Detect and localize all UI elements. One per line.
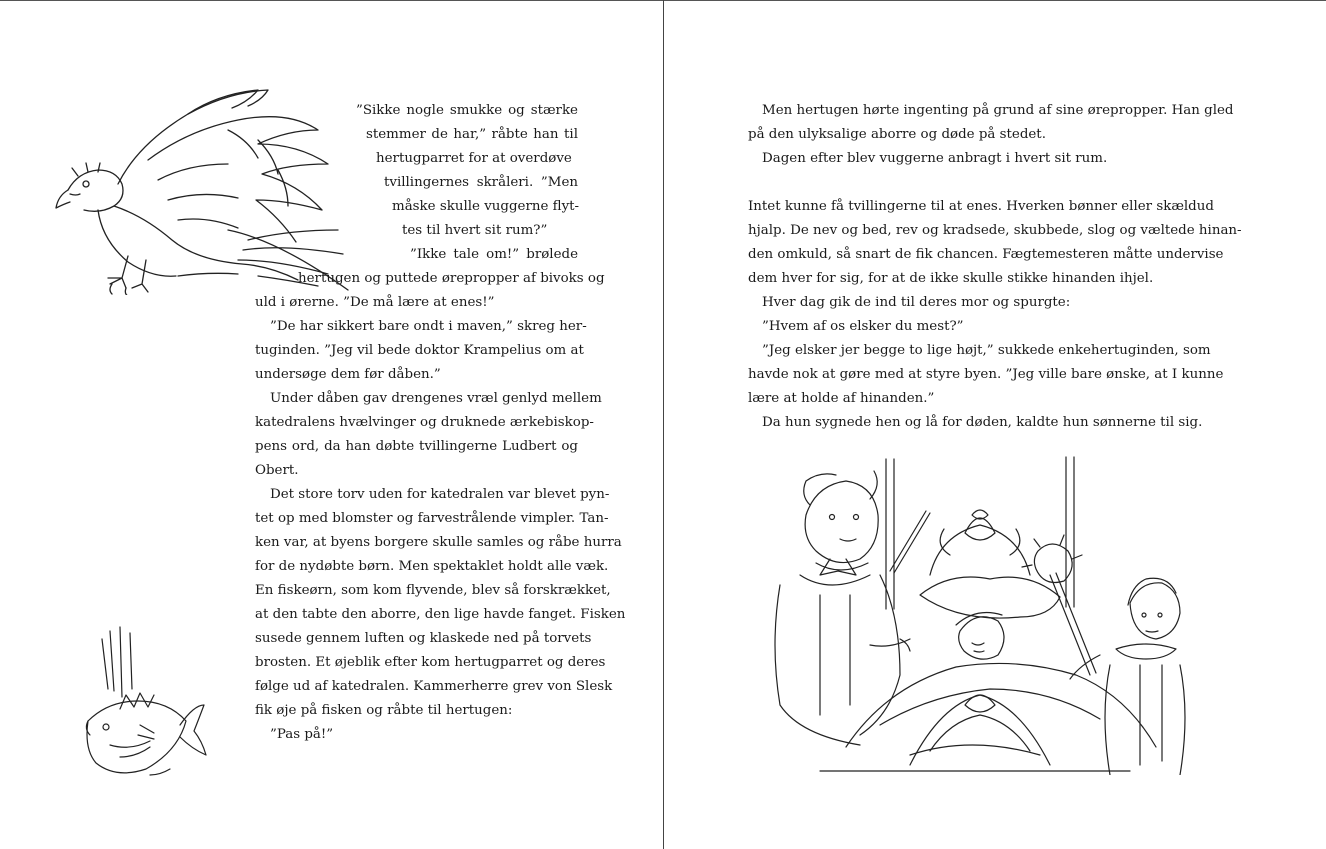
- falling-perch-illustration: [80, 625, 210, 785]
- text-line: hjalp. De nev og bed, rev og kradsede, skubbede, slog og væltede hinan-: [748, 223, 1242, 238]
- text-line: hertugen og puttede ørepropper af bivoks og: [298, 271, 605, 286]
- text-line: pens ord, da han døbte tvillingerne Ludbert og: [255, 439, 578, 454]
- deathbed-scene-illustration: [760, 455, 1190, 775]
- text-line: brosten. Et øjeblik efter kom hertugparret og deres: [255, 655, 606, 670]
- text-line: tet op med blomster og farvestrålende vimpler. Tan-: [255, 511, 609, 526]
- text-line: undersøge dem før dåben.”: [255, 367, 441, 382]
- text-line: på den ulyksalige aborre og døde på stedet.: [748, 127, 1046, 142]
- text-line: tes til hvert sit rum?”: [402, 223, 548, 238]
- text-line: for de nydøbte børn. Men spektaklet holdt alle væk.: [255, 559, 609, 574]
- text-line: fik øje på fisken og råbte til hertugen:: [255, 703, 513, 718]
- text-line: ”Ikke tale om!” brølede: [410, 247, 578, 262]
- text-line: at den tabte den aborre, den lige havde fanget. Fisken: [255, 607, 626, 622]
- text-line: hertugparret for at overdøve: [376, 151, 572, 166]
- text-line: tuginden. ”Jeg vil bede doktor Krampelius om at: [255, 343, 584, 358]
- text-line: Men hertugen hørte ingenting på grund af sine ørepropper. Han gled: [762, 103, 1234, 118]
- text-line: dem hver for sig, for at de ikke skulle stikke hinanden ihjel.: [748, 271, 1154, 286]
- text-line: En fiskeørn, som kom flyvende, blev så forskrækket,: [255, 583, 611, 598]
- text-line: lære at holde af hinanden.”: [748, 391, 935, 406]
- text-line: havde nok at gøre med at styre byen. ”Jeg ville bare ønske, at I kunne: [748, 367, 1224, 382]
- osprey-illustration: [28, 80, 373, 295]
- text-line: Hver dag gik de ind til deres mor og spurgte:: [762, 295, 1071, 310]
- text-line: følge ud af katedralen. Kammerherre grev von Slesk: [255, 679, 613, 694]
- text-line: Dagen efter blev vuggerne anbragt i hvert sit rum.: [762, 151, 1108, 166]
- text-line: katedralens hvælvinger og druknede ærkebiskop-: [255, 415, 594, 430]
- text-line: ”Jeg elsker jer begge to lige højt,” sukkede enkehertuginden, som: [762, 343, 1211, 358]
- text-line: ken var, at byens borgere skulle samles og råbe hurra: [255, 535, 622, 550]
- text-line: Da hun sygnede hen og lå for døden, kaldte hun sønnerne til sig.: [762, 415, 1203, 430]
- text-line: Under dåben gav drengenes vræl genlyd mellem: [270, 391, 602, 406]
- text-line: Det store torv uden for katedralen var blevet pyn-: [270, 487, 610, 502]
- text-line: ”Hvem af os elsker du mest?”: [762, 319, 964, 334]
- text-line: tvillingernes skråleri. ”Men: [384, 175, 578, 190]
- text-line: den omkuld, så snart de fik chancen. Fægtemesteren måtte undervise: [748, 247, 1224, 262]
- text-line: ”Sikke nogle smukke og stærke: [356, 103, 578, 118]
- text-line: måske skulle vuggerne flyt-: [392, 199, 580, 214]
- text-line: Intet kunne få tvillingerne til at enes. Hverken bønner eller skældud: [748, 199, 1214, 214]
- text-line: ”De har sikkert bare ondt i maven,” skreg her-: [270, 319, 587, 334]
- text-line: susede gennem luften og klaskede ned på torvets: [255, 631, 592, 646]
- text-line: stemmer de har,” råbte han til: [366, 127, 578, 142]
- text-line: Obert.: [255, 463, 299, 478]
- text-line: ”Pas på!”: [270, 727, 334, 742]
- right-page: [664, 0, 1326, 849]
- text-line: uld i ørerne. ”De må lære at enes!”: [255, 295, 495, 310]
